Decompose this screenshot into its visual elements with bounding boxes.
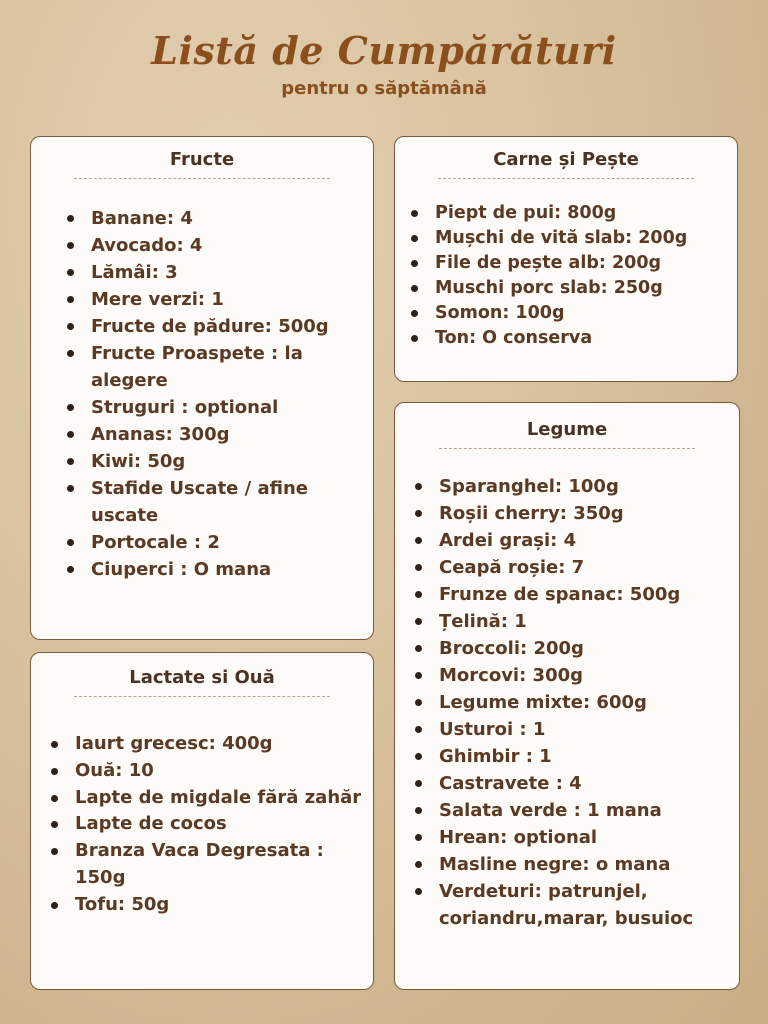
dairy-eggs-card	[30, 652, 374, 990]
list-item: Țelină: 1	[411, 608, 739, 635]
list-item: Ghimbir : 1	[411, 743, 739, 770]
list-item: Sparanghel: 100g	[411, 473, 739, 500]
list-item: Kiwi: 50g	[63, 448, 363, 475]
meat-fish-heading: Carne și Pește	[493, 149, 639, 170]
list-item: Ouă: 10	[47, 758, 365, 785]
list-item: Somon: 100g	[407, 301, 733, 326]
list-item: Morcovi: 300g	[411, 662, 739, 689]
vegetables-card	[394, 402, 740, 990]
list-item: Masline negre: o mana	[411, 851, 739, 878]
list-item: Lapte de cocos	[47, 811, 365, 838]
meat-fish-divider	[438, 178, 694, 179]
list-item: Lămâi: 3	[63, 259, 363, 286]
fruits-card	[30, 136, 374, 640]
list-item: Legume mixte: 600g	[411, 689, 739, 716]
meat-fish-list	[407, 201, 733, 351]
list-item: Castravete : 4	[411, 770, 739, 797]
list-item: Struguri : optional	[63, 394, 363, 421]
list-item: Hrean: optional	[411, 824, 739, 851]
list-item: Tofu: 50g	[47, 892, 365, 919]
fruits-divider	[74, 178, 330, 179]
list-item: Portocale : 2	[63, 529, 363, 556]
list-item: Fructe de pădure: 500g	[63, 313, 363, 340]
vegetables-divider	[439, 448, 695, 449]
list-item: Salata verde : 1 mana	[411, 797, 739, 824]
list-item: Mușchi de vită slab: 200g	[407, 226, 733, 251]
list-item: Piept de pui: 800g	[407, 201, 733, 226]
list-item: Branza Vaca Degresata : 150g	[47, 838, 365, 892]
list-item: Fructe Proaspete : la alegere	[63, 340, 363, 394]
vegetables-heading: Legume	[526, 419, 608, 440]
list-item: Iaurt grecesc: 400g	[47, 731, 365, 758]
list-item: Mere verzi: 1	[63, 286, 363, 313]
list-item: Lapte de migdale fără zahăr	[47, 785, 365, 812]
dairy-eggs-list	[47, 731, 365, 919]
dairy-eggs-divider	[74, 696, 330, 697]
page-subtitle: pentru o săptămână	[281, 78, 487, 99]
list-item: Verdeturi: patrunjel, coriandru,marar, busuioc	[411, 878, 739, 932]
list-item: File de pește alb: 200g	[407, 251, 733, 276]
list-item: Banane: 4	[63, 205, 363, 232]
list-item: Muschi porc slab: 250g	[407, 276, 733, 301]
fruits-list	[63, 205, 363, 583]
vegetables-list	[411, 473, 739, 932]
list-item: Broccoli: 200g	[411, 635, 739, 662]
list-item: Avocado: 4	[63, 232, 363, 259]
list-item: Ardei grași: 4	[411, 527, 739, 554]
list-item: Ciuperci : O mana	[63, 556, 363, 583]
page-title: Listă de Cumpărături	[151, 28, 617, 73]
list-item: Ceapă roșie: 7	[411, 554, 739, 581]
list-item: Stafide Uscate / afine uscate	[63, 475, 363, 529]
dairy-eggs-heading: Lactate si Ouă	[129, 667, 275, 688]
list-item: Frunze de spanac: 500g	[411, 581, 739, 608]
list-item: Ananas: 300g	[63, 421, 363, 448]
meat-fish-card	[394, 136, 738, 382]
list-item: Ton: O conserva	[407, 326, 733, 351]
list-item: Roșii cherry: 350g	[411, 500, 739, 527]
fruits-heading: Fructe	[169, 149, 235, 170]
list-item: Usturoi : 1	[411, 716, 739, 743]
